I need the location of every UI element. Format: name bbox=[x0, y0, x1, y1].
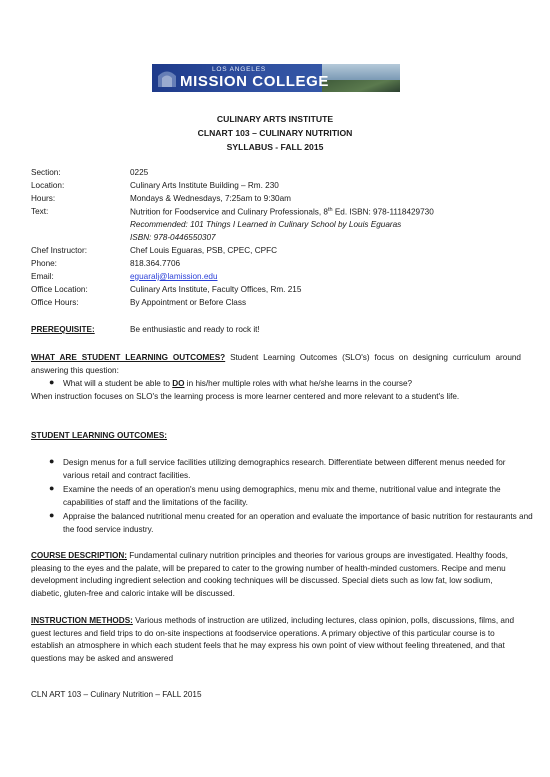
bullet-icon: ● bbox=[49, 377, 55, 387]
location-value: Culinary Arts Institute Building – Rm. 230 bbox=[130, 181, 279, 190]
bullet-icon: ● bbox=[49, 456, 55, 466]
office-location-label: Office Location: bbox=[31, 285, 88, 294]
syllabus-title: SYLLABUS - FALL 2015 bbox=[226, 142, 324, 152]
section-label: Section: bbox=[31, 168, 61, 177]
hours-label: Hours: bbox=[31, 194, 56, 203]
instructor-label: Chef Instructor: bbox=[31, 246, 87, 255]
slo-heading: STUDENT LEARNING OUTCOMES: bbox=[31, 431, 168, 440]
email-label: Email: bbox=[31, 272, 54, 281]
office-location-value: Culinary Arts Institute, Faculty Offices, Rm. 215 bbox=[130, 285, 302, 294]
textbook-value: Nutrition for Foodservice and Culinary Professionals, 8th Ed. ISBN: 978-1118429730 bbox=[130, 207, 434, 217]
slo-item: Examine the needs of an operation's menu using demographics, menu mix and theme, nutritional value and integrate the capabilities of staff and the limitations of the facility. bbox=[63, 485, 501, 507]
slo-item: Appraise the balanced nutritional menu created for an operation and evaluate the importance of basic nutrition for restaurants and the food service industry. bbox=[63, 512, 533, 534]
section-value: 0225 bbox=[130, 168, 149, 177]
college-logo bbox=[152, 64, 400, 92]
course-description-paragraph: COURSE DESCRIPTION: Fundamental culinary nutrition principles and theories for various groups are investigated. Healthy foods, pleasing to the eyes and the palate, will be prepared to cater to the growing number of health-minded customers. Recipe and menu development including ingredient selection and cooking techniques will be discussed. Special diets such as low fat, low sodium, diabetic, gluten-free and caloric intake will be discussed. bbox=[31, 551, 508, 598]
page-footer: CLN ART 103 – Culinary Nutrition – FALL 2015 bbox=[31, 690, 202, 699]
course-title: CLNART 103 – CULINARY NUTRITION bbox=[197, 128, 353, 138]
recommended-isbn: ISBN: 978-0446550307 bbox=[130, 233, 216, 242]
logo-main-text: MISSION COLLEGE bbox=[180, 73, 330, 90]
bullet-icon: ● bbox=[49, 483, 55, 493]
office-hours-label: Office Hours: bbox=[31, 298, 79, 307]
instructor-value: Chef Louis Eguaras, PSB, CPEC, CPFC bbox=[130, 246, 277, 255]
email-link[interactable]: eguaralj@lamission.edu bbox=[130, 272, 218, 281]
course-description-heading: COURSE DESCRIPTION: bbox=[31, 551, 127, 560]
instruction-methods-heading: INSTRUCTION METHODS: bbox=[31, 616, 133, 625]
location-label: Location: bbox=[31, 181, 65, 190]
institute-title: CULINARY ARTS INSTITUTE bbox=[216, 114, 334, 124]
slo-question-bullet: What will a student be able to DO in his/her multiple roles with what he/she learns in the course? bbox=[63, 379, 413, 388]
slo-question-heading: WHAT ARE STUDENT LEARNING OUTCOMES? bbox=[31, 353, 226, 362]
phone-label: Phone: bbox=[31, 259, 57, 268]
text-label: Text: bbox=[31, 207, 49, 216]
prerequisite-value: Be enthusiastic and ready to rock it! bbox=[130, 325, 260, 334]
recommended-book: Recommended: 101 Things I Learned in Culinary School by Louis Eguaras bbox=[130, 220, 402, 229]
hours-value: Mondays & Wednesdays, 7:25am to 9:30am bbox=[130, 194, 291, 203]
logo-top-text: LOS ANGELES bbox=[212, 66, 266, 73]
slo-question-paragraph: WHAT ARE STUDENT LEARNING OUTCOMES? Student Learning Outcomes (SLO's) focus on designing curriculum around answering this question: bbox=[31, 353, 521, 375]
phone-value: 818.364.7706 bbox=[130, 259, 181, 268]
instruction-methods-paragraph: INSTRUCTION METHODS: Various methods of instruction are utilized, including lectures, class opinion, polls, discussions, films, and guest lectures and field trips to do on-site inspections at foodservice operations. A primary objective of this particular course is to establish an atmosphere in which each student feels that he may express his own point of view without feeling threatened, and that questions may be asked and answered bbox=[31, 616, 515, 663]
prerequisite-label: PREREQUISITE: bbox=[31, 325, 95, 334]
mission-emblem-icon bbox=[156, 67, 178, 89]
slo-item: Design menus for a full service facilities utilizing demographics research. Differentiate between different menus needed for various retail and contract facilities. bbox=[63, 458, 506, 480]
office-hours-value: By Appointment or Before Class bbox=[130, 298, 247, 307]
bullet-icon: ● bbox=[49, 510, 55, 520]
slo-explanation: When instruction focuses on SLO's the learning process is more learner centered and more relevant to a student's life. bbox=[31, 392, 460, 401]
